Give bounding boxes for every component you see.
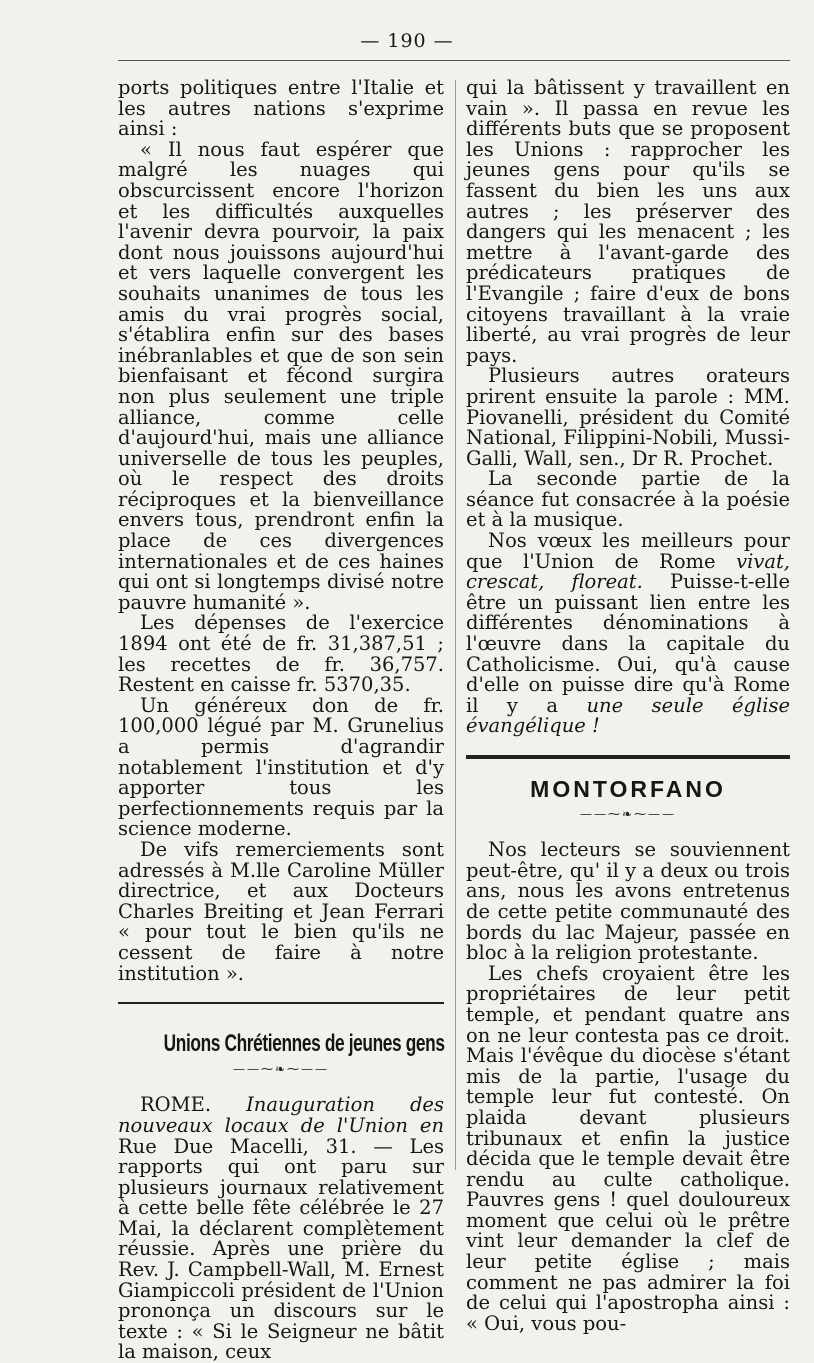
emphasis-phrase: une seule église évangélique ! (466, 694, 790, 738)
dateline: ROME. (140, 1093, 246, 1116)
section-rule (466, 755, 790, 759)
italic-heading: Inauguration des nouveaux locaux de l'Union en (118, 1093, 444, 1137)
column-divider (455, 80, 456, 1170)
paragraph: Plusieurs autres orateurs prirent ensuite la parole : MM. Piovanelli, président du Comité National, Filippini-Nobili, Mussi-Galli, Wall, sen., Dr R. Prochet. (466, 366, 790, 469)
left-column (118, 78, 444, 1363)
section-heading: Unions Chrétiennes de jeunes gens (164, 1034, 399, 1055)
header-rule (118, 60, 790, 61)
latin-phrase: vivat, crescat, floreat. (466, 550, 790, 594)
paragraph: La seconde partie de la séance fut consacrée à la poésie et à la musique. (466, 469, 790, 531)
paragraph: Un généreux don de fr. 100,000 légué par M. Grunelius a permis d'agrandir notablement l'institution et d'y apporter tous les perfectionnements requis par la science moderne. (118, 696, 444, 840)
ornament-icon: ——⁓❧⁓—— (466, 804, 790, 825)
paragraph: Nos lecteurs se souviennent peut-être, qu' il y a deux ou trois ans, nous les avons entretenus de cette petite communauté des bords du lac Majeur, passée en bloc à la religion protestante. (466, 840, 790, 964)
quote-paragraph: « Il nous faut espérer que malgré les nuages qui obscurcissent encore l'horizon et les difficultés auxquelles l'avenir devra pourvoir, la paix dont nous jouissons aujourd'hui et vers laquelle convergent les souhaits unanimes de tous les amis du vrai progrès social, s'établira enfin sur des bases inébranlables et que de son sein bienfaisant et fécond surgira non plus seulement une triple alliance, comme celle d'aujourd'hui, mais une alliance universelle de tous les peuples, où le respect des droits réciproques et la bienveillance envers tous, prendront enfin la place de ces divergences internationales et de ces haines qui ont si longtemps divisé notre pauvre humanité ». (118, 140, 444, 614)
ornament-icon: ——⁓❧⁓—— (118, 1059, 444, 1080)
paragraph (466, 531, 790, 737)
paragraph: ports politiques entre l'Italie et les autres nations s'exprime ainsi : (118, 78, 444, 140)
paragraph: qui la bâtissent y travaillent en vain ». Il passa en revue les différents buts que se proposent les Unions : rapprocher les jeunes gens pour qu'ils se fassent du bien les uns aux autres ; les préserver des dangers qui les menacent ; les mettre à l'avant-garde des prédicateurs pratiques de l'Evangile ; faire d'eux de bons citoyens travaillant à la vraie liberté, au vrai progrès de leur pays. (466, 78, 790, 366)
section-heading: MONTORFANO (466, 779, 790, 800)
paragraph-text: Rue Due Macelli, 31. — Les rapports qui ont paru sur plusieurs journaux relativement à cette belle fête célébrée le 27 Mai, la déclarent complètement réussie. Après une prière du Rev. J. Campbell-Wall, M. Ernest Giampiccoli président de l'Union prononça un discours sur le texte : « Si le Seigneur ne bâtit la maison, ceux (118, 1135, 444, 1363)
section-rule (118, 1002, 444, 1004)
right-column (466, 78, 790, 1334)
paragraph-text: Nos vœux les meilleurs pour que l'Union de Rome (466, 529, 790, 573)
page-number: — 190 — (0, 30, 814, 52)
paragraph: De vifs remerciements sont adressés à M.lle Caroline Müller directrice, et aux Docteurs Charles Breiting et Jean Ferrari « pour tout le bien qu'ils ne cessent de faire à notre institution ». (118, 840, 444, 984)
paragraph: Les chefs croyaient être les propriétaires de leur petit temple, et pendant quatre ans on ne leur contesta pas ce droit. Mais l'évêque du diocèse s'étant mis de la partie, l'usage du temple leur fut contesté. On plaida devant plusieurs tribunaux et enfin la justice décida que le temple devait être rendu au culte catholique. Pauvres gens ! quel douloureux moment que celui où le prêtre vint leur demander la clef de leur petite église ; mais comment ne pas admirer la foi de celui qui l'apostropha ainsi : « Oui, vous pou- (466, 964, 790, 1335)
paragraph (118, 1095, 444, 1363)
paragraph-text: Puisse-t-elle être un puissant lien entre les différentes dénominations à l'œuvre dans la capitale du Catholicisme. Oui, qu'à cause d'elle on puisse dire qu'à Rome il y a (466, 570, 790, 717)
paragraph: Les dépenses de l'exercice 1894 ont été de fr. 31,387,51 ; les recettes de fr. 36,757. Restent en caisse fr. 5370,35. (118, 613, 444, 695)
